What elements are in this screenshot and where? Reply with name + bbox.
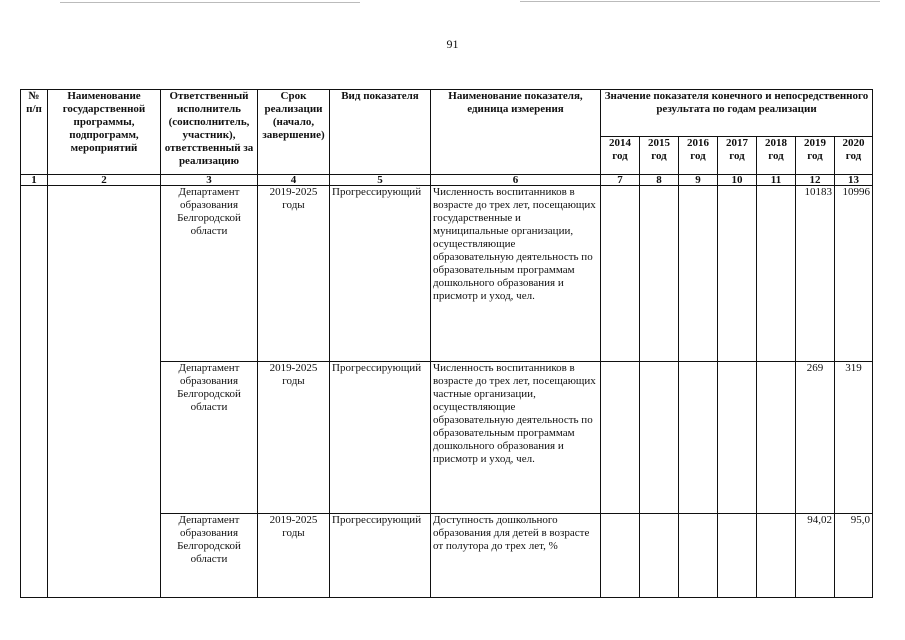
header-values-group: Значение показателя конечного и непосредственного результата по годам реализации	[601, 90, 873, 137]
header-year: 2017 год	[718, 137, 757, 175]
column-number: 1	[21, 175, 48, 186]
header-year: 2015 год	[640, 137, 679, 175]
value-cell: 269	[796, 362, 835, 514]
num-cell	[21, 186, 48, 598]
header-indicator-type: Вид показателя	[330, 90, 431, 175]
value-cell	[601, 186, 640, 362]
type-cell: Прогрессирующий	[330, 186, 431, 362]
value-cell: 95,0	[835, 514, 873, 598]
value-cell: 319	[835, 362, 873, 514]
term-cell: 2019-2025 годы	[258, 362, 330, 514]
value-cell	[601, 362, 640, 514]
column-number: 8	[640, 175, 679, 186]
type-cell: Прогрессирующий	[330, 362, 431, 514]
header-year: 2020 год	[835, 137, 873, 175]
header-program: Наименование государственной программы, подпрограмм, мероприятий	[48, 90, 161, 175]
indicators-table	[20, 89, 873, 598]
value-cell: 94,02	[796, 514, 835, 598]
indicator-name-cell: Численность воспитанников в возрасте до трех лет, посещающих государственные и муниципальные организации, осуществляющие образовательную деятельность по образовательным программам дошкольного образования и присмотр и уход, чел.	[431, 186, 601, 362]
value-cell: 10996	[835, 186, 873, 362]
value-cell: 10183	[796, 186, 835, 362]
term-cell: 2019-2025 годы	[258, 186, 330, 362]
value-cell	[640, 362, 679, 514]
value-cell	[601, 514, 640, 598]
header-executor: Ответственный исполнитель (соисполнитель, участник), ответственный за реализацию	[161, 90, 258, 175]
header-num: № п/п	[21, 90, 48, 175]
header-year: 2019 год	[796, 137, 835, 175]
header-year: 2016 год	[679, 137, 718, 175]
column-number: 9	[679, 175, 718, 186]
value-cell	[679, 186, 718, 362]
value-cell	[718, 362, 757, 514]
value-cell	[679, 362, 718, 514]
column-number: 6	[431, 175, 601, 186]
executor-cell: Департамент образования Белгородской области	[161, 514, 258, 598]
column-number: 5	[330, 175, 431, 186]
column-number: 13	[835, 175, 873, 186]
column-number: 3	[161, 175, 258, 186]
executor-cell: Департамент образования Белгородской области	[161, 362, 258, 514]
indicator-name-cell: Доступность дошкольного образования для детей в возрасте от полутора до трех лет, %	[431, 514, 601, 598]
indicator-name-cell: Численность воспитанников в возрасте до трех лет, посещающих частные организации, осуществляющие образовательную деятельность по образовательным программам дошкольного образования и присмотр и уход, чел.	[431, 362, 601, 514]
column-number: 10	[718, 175, 757, 186]
executor-cell: Департамент образования Белгородской области	[161, 186, 258, 362]
value-cell	[757, 362, 796, 514]
value-cell	[718, 186, 757, 362]
value-cell	[640, 186, 679, 362]
value-cell	[757, 514, 796, 598]
column-number: 12	[796, 175, 835, 186]
header-indicator-name: Наименование показателя, единица измерения	[431, 90, 601, 175]
column-number: 11	[757, 175, 796, 186]
value-cell	[757, 186, 796, 362]
value-cell	[679, 514, 718, 598]
header-year: 2018 год	[757, 137, 796, 175]
program-cell	[48, 186, 161, 598]
column-number: 2	[48, 175, 161, 186]
value-cell	[718, 514, 757, 598]
header-year: 2014 год	[601, 137, 640, 175]
page-number: 91	[446, 37, 459, 51]
header-term: Срок реализации (начало, завершение)	[258, 90, 330, 175]
column-number: 7	[601, 175, 640, 186]
value-cell	[640, 514, 679, 598]
column-number: 4	[258, 175, 330, 186]
term-cell: 2019-2025 годы	[258, 514, 330, 598]
table-row	[21, 186, 873, 362]
type-cell: Прогрессирующий	[330, 514, 431, 598]
